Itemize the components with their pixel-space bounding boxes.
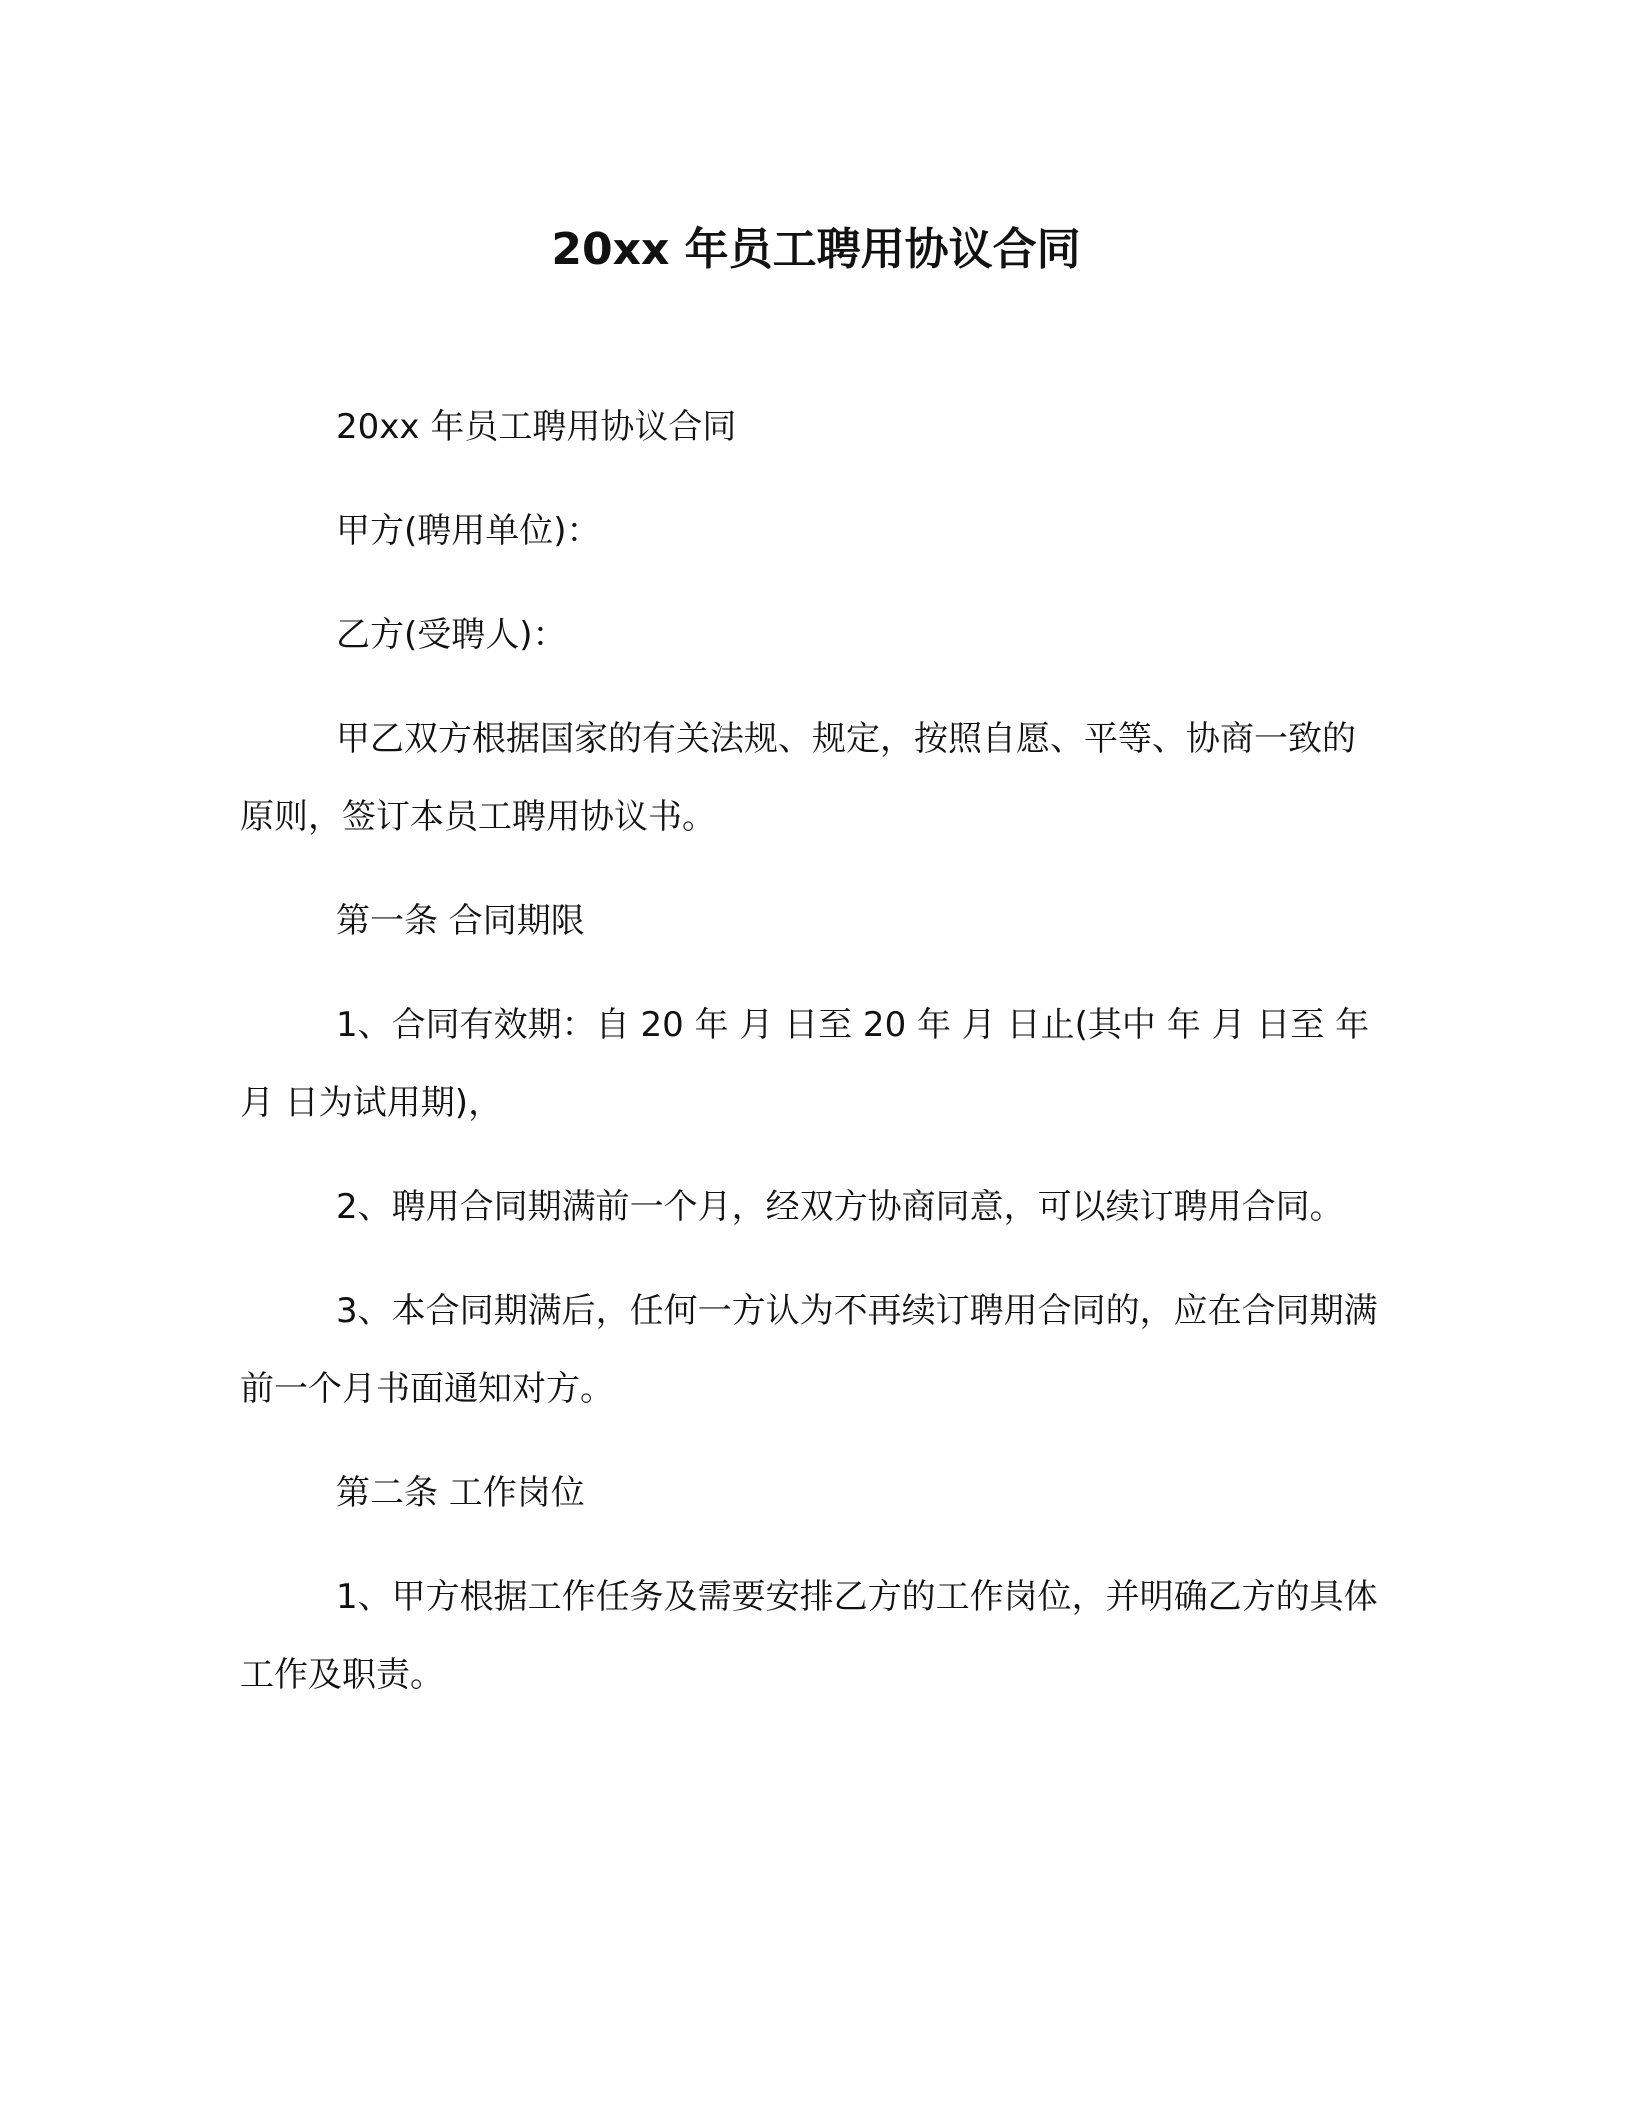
document-title: 20xx 年员工聘用协议合同 (551, 224, 1081, 275)
paragraph-position-1: 1、甲方根据工作任务及需要安排乙方的工作岗位，并明确乙方的具体工作及职责。 (240, 1577, 1378, 1695)
paragraph-party-b: 乙方(受聘人)： (336, 615, 567, 655)
paragraph-term-1: 1、合同有效期：自 20 年 月 日至 20 年 月 日止(其中 年 月 日至 年 月 日为试用期)， (240, 1005, 1370, 1123)
paragraph-term-2: 2、聘用合同期满前一个月，经双方协商同意，可以续订聘用合同。 (336, 1187, 1344, 1227)
paragraph-party-a: 甲方(聘用单位)： (336, 511, 601, 551)
article-heading-2: 第二条 工作岗位 (336, 1473, 585, 1513)
article-heading-1: 第一条 合同期限 (336, 901, 585, 941)
paragraph-preamble: 甲乙双方根据国家的有关法规、规定，按照自愿、平等、协商一致的原则，签订本员工聘用协议书。 (240, 719, 1356, 837)
paragraph-term-3: 3、本合同期满后，任何一方认为不再续订聘用合同的，应在合同期满前一个月书面通知对方。 (240, 1291, 1378, 1409)
paragraph-subtitle: 20xx 年员工聘用协议合同 (336, 407, 737, 447)
document-body (240, 388, 1378, 1740)
